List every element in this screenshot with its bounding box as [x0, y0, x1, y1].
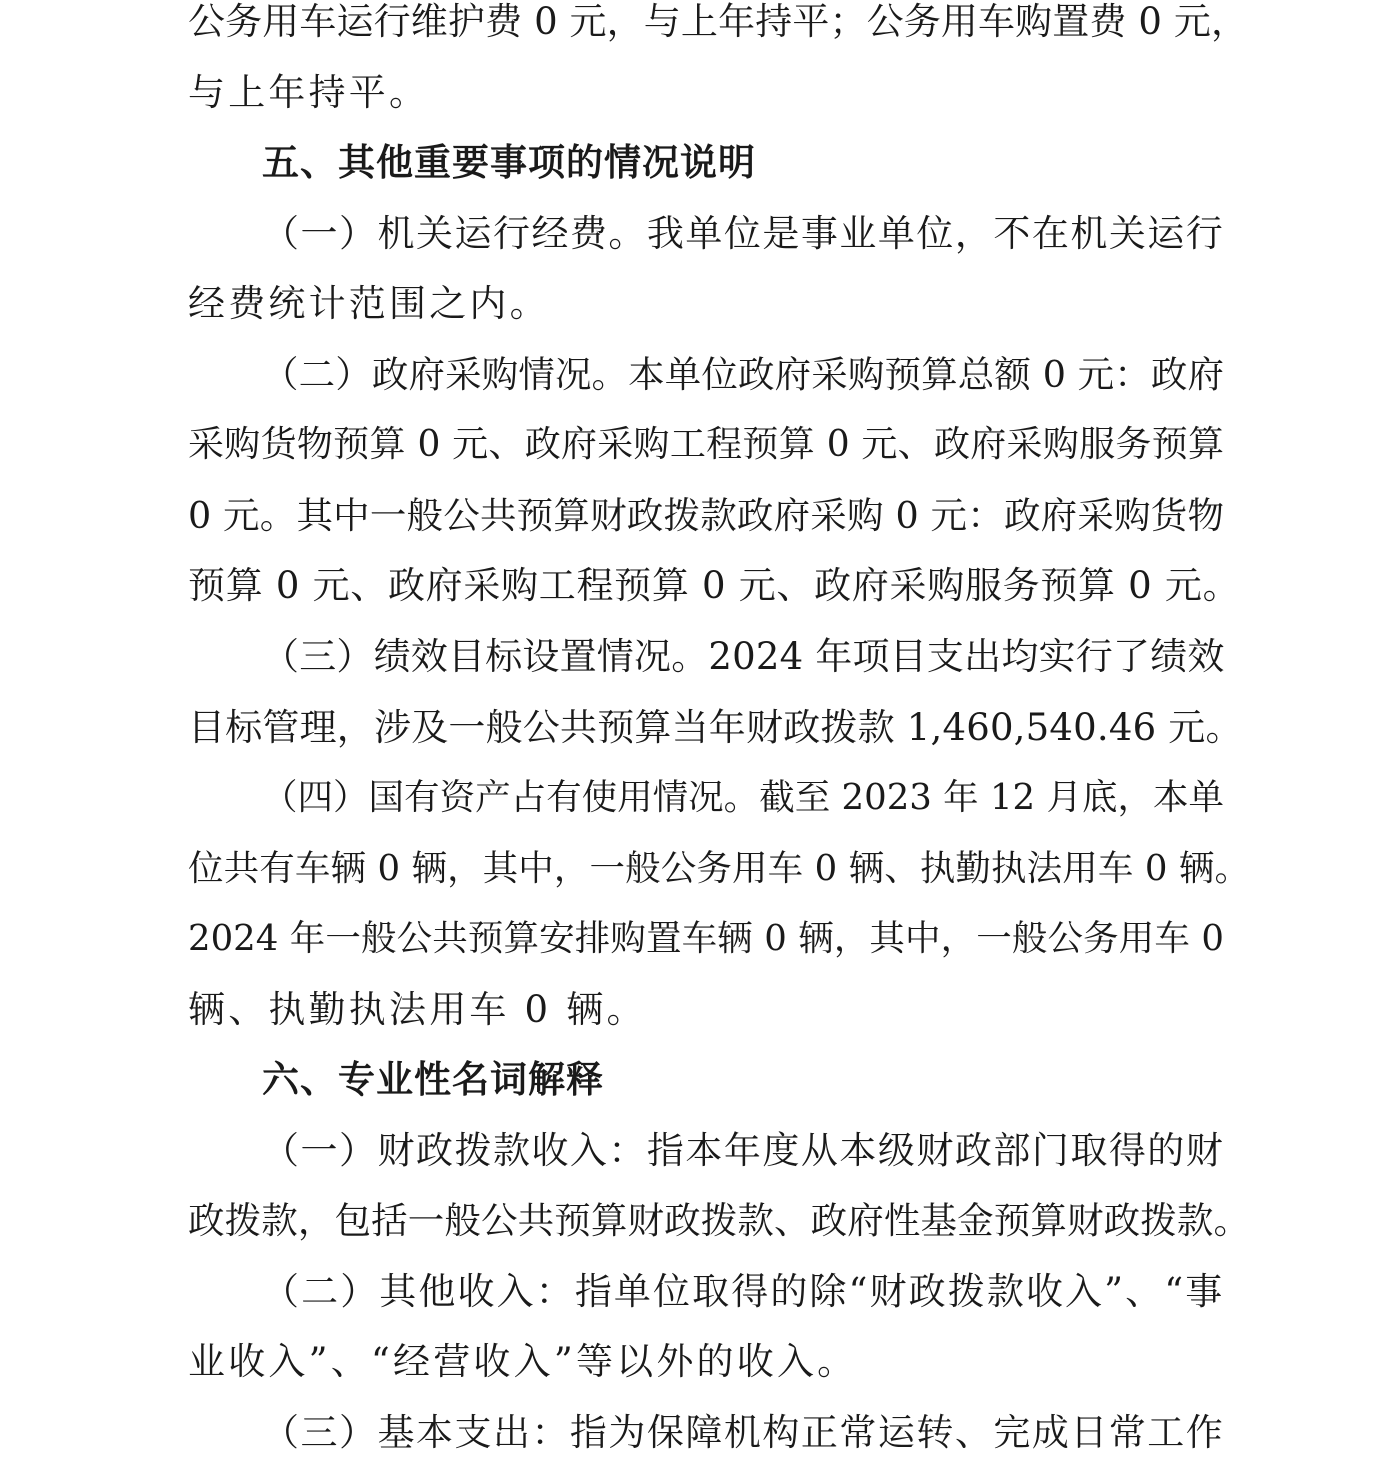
paragraph-line: （三）绩效目标设置情况。2024 年项目支出均实行了绩效 — [262, 635, 1225, 678]
section-heading: 六、专业性名词解释 — [262, 1058, 604, 1101]
paragraph-line: 2024 年一般公共预算安排购置车辆 0 辆，其中，一般公务用车 0 — [188, 918, 1224, 959]
paragraph-line: 位共有车辆 0 辆，其中，一般公务用车 0 辆、执勤执法用车 0 辆。 — [188, 848, 1250, 889]
paragraph-line: （三）基本支出：指为保障机构正常运转、完成日常工作 — [262, 1411, 1224, 1454]
paragraph-line: （一）机关运行经费。我单位是事业单位，不在机关运行 — [262, 212, 1224, 255]
paragraph-line: 业收入”、“经营收入”等以外的收入。 — [188, 1340, 858, 1383]
paragraph-line: （二）其他收入：指单位取得的除“财政拨款收入”、“事 — [262, 1270, 1224, 1313]
paragraph-line: 预算 0 元、政府采购工程预算 0 元、政府采购服务预算 0 元。 — [188, 564, 1241, 607]
paragraph-line: 辆、执勤执法用车 0 辆。 — [188, 988, 647, 1031]
paragraph-line: 目标管理，涉及一般公共预算当年财政拨款 1,460,540.46 元。 — [188, 706, 1243, 749]
paragraph-line: （二）政府采购情况。本单位政府采购预算总额 0 元：政府 — [262, 353, 1224, 396]
paragraph-line: （四）国有资产占有使用情况。截至 2023 年 12 月底，本单 — [262, 777, 1224, 818]
paragraph-line: 经费统计范围之内。 — [188, 282, 550, 325]
paragraph-line: （一）财政拨款收入：指本年度从本级财政部门取得的财 — [262, 1129, 1224, 1172]
paragraph-line: 0 元。其中一般公共预算财政拨款政府采购 0 元：政府采购货物 — [188, 494, 1224, 537]
section-heading: 五、其他重要事项的情况说明 — [262, 141, 756, 184]
paragraph-line: 政拨款，包括一般公共预算财政拨款、政府性基金预算财政拨款。 — [188, 1199, 1250, 1242]
paragraph-line: 采购货物预算 0 元、政府采购工程预算 0 元、政府采购服务预算 — [188, 424, 1224, 465]
paragraph-line: 与上年持平。 — [188, 71, 430, 114]
paragraph-line: 公务用车运行维护费 0 元，与上年持平；公务用车购置费 0 元， — [188, 0, 1248, 43]
